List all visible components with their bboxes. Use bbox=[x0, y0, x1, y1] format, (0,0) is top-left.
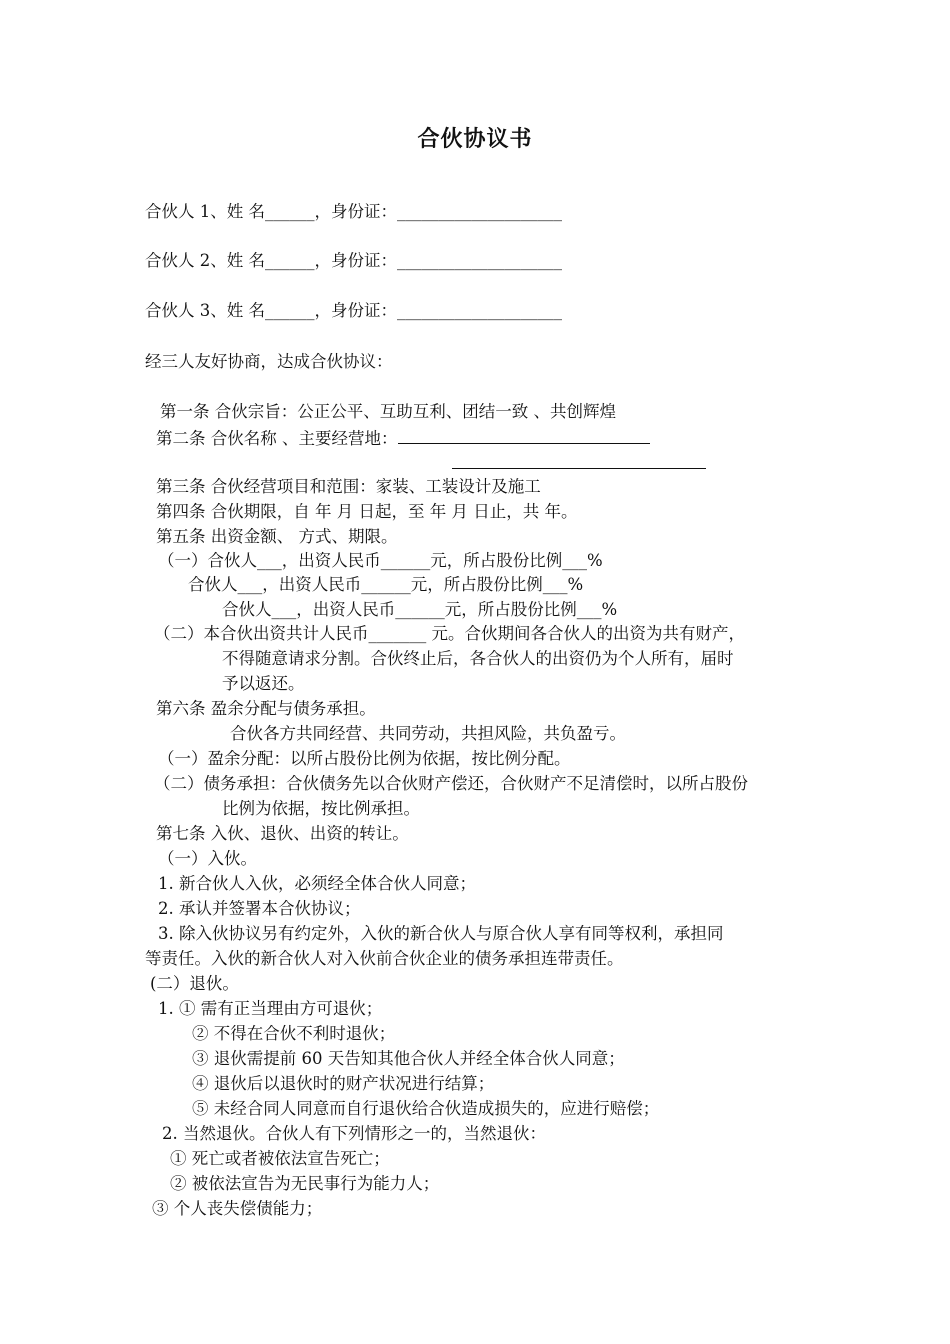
article-2-text: 第二条 合伙名称 、主要经营地： bbox=[156, 429, 398, 448]
partner-line-3: 合伙人 3、姓 名______，身份证：____________________ bbox=[145, 301, 562, 320]
automatic-withdrawal: 2. 当然退伙。合伙人有下列情形之一的，当然退伙： bbox=[162, 1124, 546, 1143]
article-5-item-2b: 不得随意请求分割。合伙终止后，各合伙人的出资仍为个人所有，届时 bbox=[222, 649, 734, 668]
withdraw-rule-1: 1. ① 需有正当理由方可退伙； bbox=[158, 999, 383, 1018]
article-7-join-3a: 3. 除入伙协议另有约定外，入伙的新合伙人与原合伙人享有同等权利，承担同 bbox=[158, 924, 724, 943]
article-7: 第七条 入伙、退伙、出资的转让。 bbox=[156, 824, 409, 843]
article-5-item-1c: 合伙人___，出资人民币______元，所占股份比例___% bbox=[222, 600, 618, 619]
partner-line-2: 合伙人 2、姓 名______，身份证：____________________ bbox=[145, 251, 562, 270]
address-blank-2 bbox=[452, 450, 706, 469]
article-5-item-2c: 予以返还。 bbox=[222, 674, 305, 693]
article-6-body: 合伙各方共同经营、共同劳动，共担风险，共负盈亏。 bbox=[230, 724, 626, 743]
intro-text: 经三人友好协商，达成合伙协议： bbox=[145, 352, 393, 371]
article-5-item-1a: （一）合伙人___，出资人民币______元，所占股份比例___% bbox=[158, 551, 603, 570]
automatic-case-3: ③ 个人丧失偿债能力； bbox=[152, 1199, 323, 1218]
withdraw-rule-3: ③ 退伙需提前 60 天告知其他合伙人并经全体合伙人同意； bbox=[192, 1049, 625, 1068]
article-4: 第四条 合伙期限，自 年 月 日起，至 年 月 日止，共 年。 bbox=[156, 502, 578, 521]
withdraw-rule-2: ② 不得在合伙不利时退伙； bbox=[192, 1024, 396, 1043]
article-6: 第六条 盈余分配与债务承担。 bbox=[156, 699, 376, 718]
automatic-case-1: ① 死亡或者被依法宣告死亡； bbox=[170, 1149, 390, 1168]
article-2 bbox=[156, 425, 650, 451]
article-7-withdraw: (二）退伙。 bbox=[150, 974, 239, 993]
article-7-join-3b: 等责任。入伙的新合伙人对入伙前合伙企业的债务承担连带责任。 bbox=[145, 949, 624, 968]
article-5-item-1b: 合伙人___，出资人民币______元，所占股份比例___% bbox=[188, 575, 584, 594]
withdraw-rule-5: ⑤ 未经合同人同意而自行退伙给合伙造成损失的，应进行赔偿； bbox=[192, 1099, 660, 1118]
article-7-join: （一）入伙。 bbox=[158, 849, 257, 868]
withdraw-rule-4: ④ 退伙后以退伙时的财产状况进行结算； bbox=[192, 1074, 495, 1093]
address-blank-2-row bbox=[452, 450, 706, 476]
article-7-join-1: 1. 新合伙人入伙，必须经全体合伙人同意； bbox=[158, 874, 476, 893]
article-5-item-2a: （二）本合伙出资共计人民币_______ 元。合伙期间各合伙人的出资为共有财产， bbox=[154, 624, 745, 643]
article-3: 第三条 合伙经营项目和范围：家装、工装设计及施工 bbox=[156, 477, 541, 496]
address-blank-1 bbox=[398, 425, 650, 444]
article-6-item-2b: 比例为依据，按比例承担。 bbox=[222, 799, 420, 818]
partner-line-1: 合伙人 1、姓 名______，身份证：____________________ bbox=[145, 202, 562, 221]
article-7-join-2: 2. 承认并签署本合伙协议； bbox=[158, 899, 361, 918]
article-6-item-1: （一）盈余分配：以所占股份比例为依据，按比例分配。 bbox=[158, 749, 571, 768]
article-5: 第五条 出资金额、 方式、期限。 bbox=[156, 527, 398, 546]
automatic-case-2: ② 被依法宣告为无民事行为能力人； bbox=[170, 1174, 440, 1193]
document-title: 合伙协议书 bbox=[417, 126, 533, 152]
article-1: 第一条 合伙宗旨：公正公平、互助互利、团结一致 、共创辉煌 bbox=[160, 402, 616, 421]
article-6-item-2a: （二）债务承担：合伙债务先以合伙财产偿还，合伙财产不足清偿时，以所占股份 bbox=[154, 774, 748, 793]
